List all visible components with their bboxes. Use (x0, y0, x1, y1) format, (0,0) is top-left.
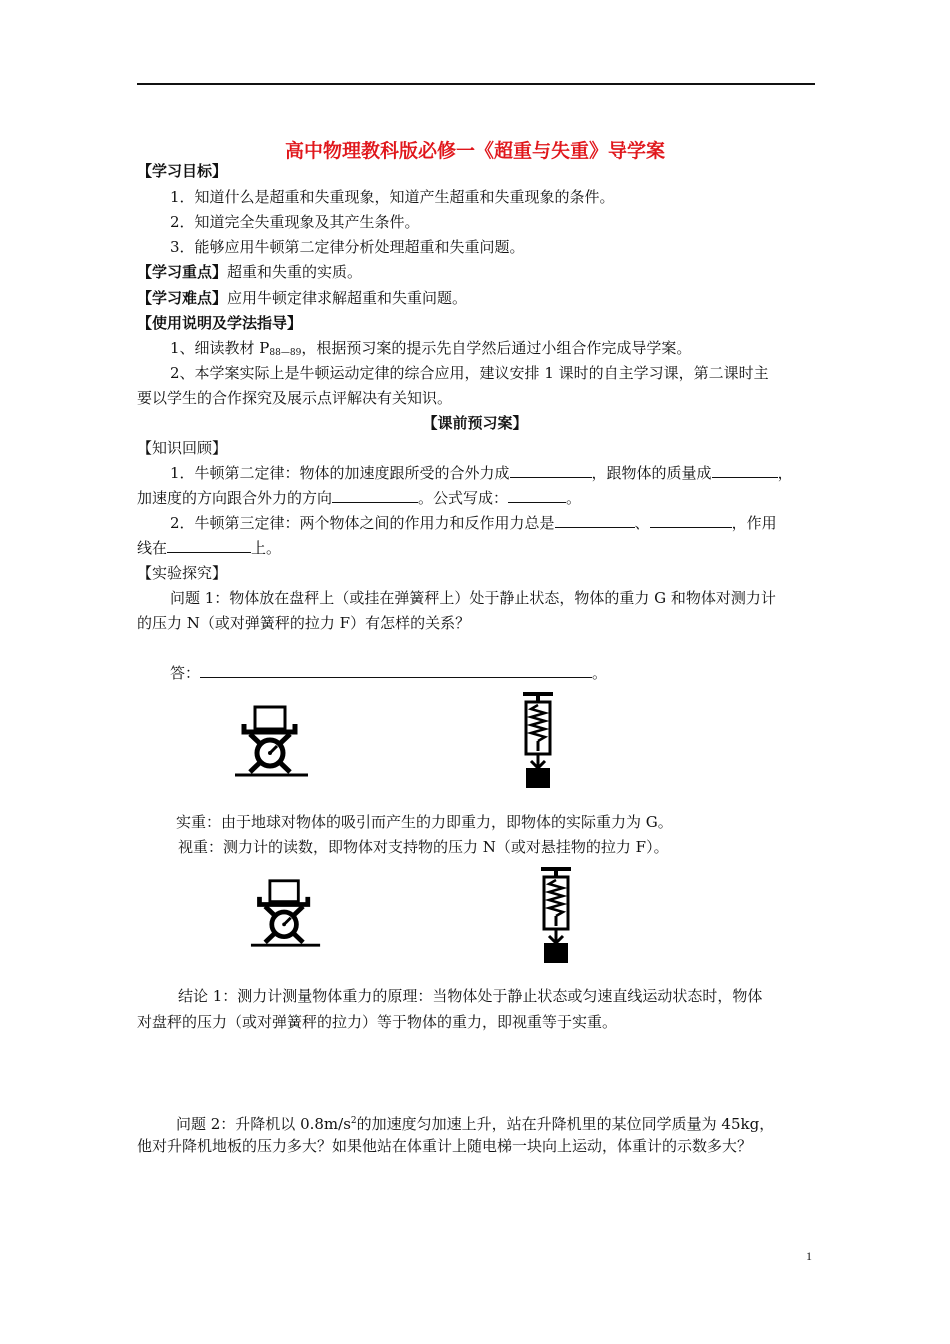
problem-1-line2: 的压力 N（或对弹簧秤的拉力 F）有怎样的关系？ (137, 614, 471, 632)
problem-2-text-a: 问题 2：升降机以 0.8m/s (176, 1115, 351, 1133)
blank-field[interactable] (650, 513, 732, 528)
goals-heading: 【学习目标】 (137, 162, 228, 180)
conclusion-1-line1: 结论 1：测力计测量物体重力的原理：当物体处于静止状态或匀速直线运动状态时，物体 (178, 987, 763, 1005)
blank-field[interactable] (332, 488, 418, 503)
problem-2-superscript: 2 (350, 1116, 357, 1126)
guide-item-1-pre: 1、细读教材 P (170, 339, 270, 357)
experiment-heading: 【实验探究】 (137, 564, 228, 582)
answer-line (170, 663, 607, 683)
goal-item-3: 3．能够应用牛顿第二定律分析处理超重和失重问题。 (170, 238, 525, 256)
platform-scale-figure (234, 704, 310, 778)
guide-item-2-line1: 2、本学案实际上是牛顿运动定律的综合应用，建议安排 1 课时的自主学习课，第二课时主 (170, 364, 769, 382)
conclusion-1-line2: 对盘秤的压力（或对弹簧秤的拉力）等于物体的重力，即视重等于实重。 (137, 1013, 618, 1031)
guide-item-2-line2: 要以学生的合作探究及展示点评解决有关知识。 (137, 389, 453, 407)
difficulty-line (137, 288, 467, 308)
difficulty-text: 应用牛顿定律求解超重和失重问题。 (227, 289, 468, 307)
q2-line2-b: 上。 (251, 539, 282, 557)
blank-field[interactable] (712, 463, 778, 478)
focus-heading: 【学习重点】 (137, 263, 228, 281)
review-q1-line1 (170, 463, 793, 483)
difficulty-heading: 【学习难点】 (137, 289, 228, 307)
guide-item-1-post: ，根据预习案的提示先自学然后通过小组合作完成导学案。 (301, 339, 692, 357)
spring-scale-figure-2 (538, 866, 574, 966)
q1-text-c: ， (777, 464, 793, 482)
q2-text-b: 、 (634, 514, 650, 532)
preview-heading: 【课前预习案】 (422, 414, 528, 432)
q1-line2-a: 加速度的方向跟合外力的方向 (137, 489, 333, 507)
q2-line2-a: 线在 (137, 539, 168, 557)
q1-line2-c: 。 (566, 489, 582, 507)
problem-2-line1 (176, 1111, 774, 1134)
goal-item-1: 1．知道什么是超重和失重现象，知道产生超重和失重现象的条件。 (170, 188, 615, 206)
apparent-weight-definition: 视重：测力计的读数，即物体对支持物的压力 N（或对悬挂物的拉力 F）。 (178, 838, 669, 856)
q2-text-c: ，作用 (731, 514, 777, 532)
real-weight-definition: 实重：由于地球对物体的吸引而产生的力即重力，即物体的实际重力为 G。 (176, 813, 673, 831)
q1-text-a: 1．牛顿第二定律：物体的加速度跟所受的合外力成 (170, 464, 510, 482)
q1-text-b: ，跟物体的质量成 (591, 464, 712, 482)
answer-label: 答： (170, 664, 201, 682)
blank-field[interactable] (508, 488, 566, 503)
guide-heading: 【使用说明及学法指导】 (137, 314, 303, 332)
blank-field[interactable] (510, 463, 592, 478)
review-q2-line2 (137, 538, 281, 558)
review-q2-line1 (170, 513, 777, 533)
header-rule (137, 83, 815, 85)
goal-item-2: 2．知道完全失重现象及其产生条件。 (170, 213, 420, 231)
spring-scale-figure (520, 691, 556, 791)
guide-item-1-pages: 88—89 (269, 348, 302, 358)
answer-blank[interactable] (200, 663, 592, 678)
focus-line (137, 262, 362, 282)
q2-text-a: 2．牛顿第三定律：两个物体之间的作用力和反作用力总是 (170, 514, 555, 532)
review-q1-line2 (137, 488, 581, 508)
review-heading: 【知识回顾】 (137, 439, 228, 457)
problem-2-line2: 他对升降机地板的压力多大？如果他站在体重计上随电梯一块向上运动，体重计的示数多大？ (137, 1137, 753, 1155)
blank-field[interactable] (167, 538, 251, 553)
guide-item-1 (170, 338, 691, 363)
blank-field[interactable] (555, 513, 635, 528)
problem-1-line1: 问题 1：物体放在盘秤上（或挂在弹簧秤上）处于静止状态，物体的重力 G 和物体对测力计 (170, 589, 776, 607)
document-title: 高中物理教科版必修一《超重与失重》导学案 (284, 140, 665, 162)
page-number: 1 (806, 1249, 812, 1263)
platform-scale-figure-2 (250, 877, 322, 949)
answer-end: 。 (592, 664, 608, 682)
q1-line2-b: 。公式写成： (418, 489, 509, 507)
focus-text: 超重和失重的实质。 (227, 263, 363, 281)
problem-2-text-b: 的加速度匀加速上升，站在升降机里的某位同学质量为 45kg， (356, 1115, 775, 1133)
